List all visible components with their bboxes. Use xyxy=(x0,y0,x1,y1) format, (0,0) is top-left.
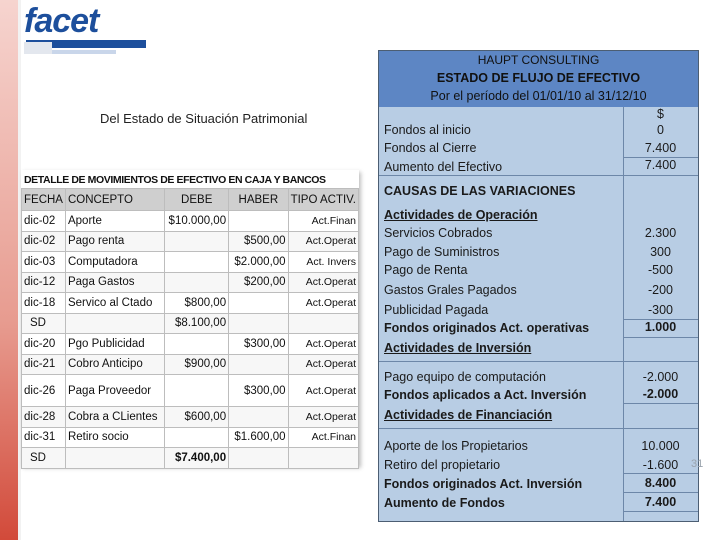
divider xyxy=(379,428,698,429)
servicios-label: Servicios Cobrados xyxy=(384,226,493,240)
cell-tipo: Act.Finan xyxy=(288,427,358,448)
header-debe: DEBE xyxy=(165,189,229,211)
cell-fecha: dic-18 xyxy=(22,293,66,314)
cell-fecha: dic-26 xyxy=(22,375,66,407)
header-concepto: CONCEPTO xyxy=(65,189,164,211)
renta-label: Pago de Renta xyxy=(384,263,468,277)
fondos-inicio-value: 0 xyxy=(657,123,664,137)
gastos-value: -200 xyxy=(647,283,674,297)
cell-fecha: SD xyxy=(22,313,66,334)
cell-haber: $300,00 xyxy=(229,334,288,355)
cell-tipo: Act.Operat xyxy=(288,354,358,375)
suministros-label: Pago de Suministros xyxy=(384,245,500,259)
cell-tipo: Act.Operat xyxy=(288,231,358,252)
cell-debe: $8.100,00 xyxy=(165,313,229,334)
divider xyxy=(623,511,698,512)
cell-tipo xyxy=(288,313,358,334)
left-decorative-strip xyxy=(0,0,18,540)
cell-haber xyxy=(229,211,288,232)
table-row xyxy=(22,231,359,252)
financiacion-heading: Actividades de Financiación xyxy=(384,408,553,422)
cell-debe xyxy=(165,231,229,252)
movements-detail-panel xyxy=(21,170,359,466)
cell-debe xyxy=(165,252,229,273)
retiro-label: Retiro del propietario xyxy=(384,458,501,472)
aumento-value: 7.400 xyxy=(644,158,677,172)
servicios-value: 2.300 xyxy=(644,226,677,240)
gastos-label: Gastos Grales Pagados xyxy=(384,283,517,297)
cell-concepto: Cobro Anticipo xyxy=(65,354,164,375)
subtotal-row xyxy=(22,313,359,334)
table-row xyxy=(22,334,359,355)
cell-concepto xyxy=(65,448,164,469)
header-tipo: TIPO ACTIV. xyxy=(288,189,358,211)
equipo-label: Pago equipo de computación xyxy=(384,370,546,384)
cell-concepto: Paga Proveedor xyxy=(65,375,164,407)
cell-fecha: dic-03 xyxy=(22,252,66,273)
cell-concepto: Computadora xyxy=(65,252,164,273)
orig-inversion-label: Fondos originados Act. Inversión xyxy=(384,477,583,491)
cell-haber: $200,00 xyxy=(229,272,288,293)
header-haber: HABER xyxy=(229,189,288,211)
aumento-fondos-label: Aumento de Fondos xyxy=(384,496,505,510)
cell-fecha: dic-20 xyxy=(22,334,66,355)
cell-tipo: Act.Finan xyxy=(288,211,358,232)
operacion-heading: Actividades de Operación xyxy=(384,208,538,222)
publicidad-label: Publicidad Pagada xyxy=(384,303,489,317)
publicidad-value: -300 xyxy=(647,303,674,317)
aporte-value: 10.000 xyxy=(641,439,680,453)
cell-debe xyxy=(165,334,229,355)
table-row xyxy=(22,272,359,293)
aumento-fondos-value: 7.400 xyxy=(644,495,677,509)
cell-tipo: Act. Invers xyxy=(288,252,358,273)
divider xyxy=(623,337,698,338)
statement-period: Por el período del 01/01/10 al 31/12/10 xyxy=(430,89,647,103)
cell-haber xyxy=(229,293,288,314)
statement-title: ESTADO DE FLUJO DE EFECTIVO xyxy=(436,71,641,85)
equipo-value: -2.000 xyxy=(642,370,679,384)
cell-haber: $2.000,00 xyxy=(229,252,288,273)
fondos-inicio-label: Fondos al inicio xyxy=(384,123,471,137)
cell-concepto: Aporte xyxy=(65,211,164,232)
cell-tipo: Act.Operat xyxy=(288,272,358,293)
cell-debe: $10.000,00 xyxy=(165,211,229,232)
page-number: 31 xyxy=(691,458,704,470)
divider xyxy=(379,175,698,176)
cell-haber: $500,00 xyxy=(229,231,288,252)
table-row xyxy=(22,375,359,407)
cell-haber: $300,00 xyxy=(229,375,288,407)
cell-concepto: Pgo Publicidad xyxy=(65,334,164,355)
divider xyxy=(379,361,698,362)
cell-haber xyxy=(229,313,288,334)
cell-fecha: dic-02 xyxy=(22,211,66,232)
cell-debe: $7.400,00 xyxy=(165,448,229,469)
cell-debe xyxy=(165,427,229,448)
aumento-label: Aumento del Efectivo xyxy=(384,160,503,174)
cash-flow-statement xyxy=(378,50,699,522)
cell-concepto: Pago renta xyxy=(65,231,164,252)
section-subtitle: Del Estado de Situación Patrimonial xyxy=(100,111,308,126)
cell-fecha: SD xyxy=(22,448,66,469)
renta-value: -500 xyxy=(647,263,674,277)
cell-haber xyxy=(229,448,288,469)
currency-symbol: $ xyxy=(657,107,664,121)
cell-debe: $600,00 xyxy=(165,407,229,428)
aplicados-value: -2.000 xyxy=(642,387,679,401)
cell-concepto: Cobra a CLientes xyxy=(65,407,164,428)
cell-debe: $900,00 xyxy=(165,354,229,375)
cell-fecha: dic-21 xyxy=(22,354,66,375)
retiro-value: -1.600 xyxy=(642,458,679,472)
aplicados-label: Fondos aplicados a Act. Inversión xyxy=(384,388,587,402)
divider xyxy=(623,473,698,474)
cell-fecha: dic-02 xyxy=(22,231,66,252)
cell-concepto: Paga Gastos xyxy=(65,272,164,293)
suministros-value: 300 xyxy=(650,245,671,259)
cell-tipo: Act.Operat xyxy=(288,293,358,314)
cell-fecha: dic-12 xyxy=(22,272,66,293)
table-header-row xyxy=(22,189,359,211)
causas-heading: CAUSAS DE LAS VARIACIONES xyxy=(384,184,576,198)
table-row xyxy=(22,354,359,375)
cell-concepto xyxy=(65,313,164,334)
movements-table xyxy=(21,188,359,469)
table-row xyxy=(22,252,359,273)
cell-tipo: Act.Operat xyxy=(288,407,358,428)
cell-tipo: Act.Operat xyxy=(288,334,358,355)
movements-title: DETALLE DE MOVIMIENTOS DE EFECTIVO EN CAJA Y BANCOS xyxy=(24,174,326,186)
orig-operativas-label: Fondos originados Act. operativas xyxy=(384,321,590,335)
cell-debe xyxy=(165,272,229,293)
cell-fecha: dic-31 xyxy=(22,427,66,448)
logo-wordmark: facet xyxy=(24,2,99,40)
statement-header xyxy=(379,51,698,107)
fondos-cierre-label: Fondos al Cierre xyxy=(384,141,477,155)
table-row xyxy=(22,293,359,314)
orig-operativas-value: 1.000 xyxy=(644,320,677,334)
cell-tipo xyxy=(288,448,358,469)
subtotal-row xyxy=(22,448,359,469)
divider xyxy=(623,492,698,493)
logo-tag xyxy=(24,42,52,54)
fondos-cierre-value: 7.400 xyxy=(644,141,677,155)
cell-fecha: dic-28 xyxy=(22,407,66,428)
divider xyxy=(623,403,698,404)
cell-concepto: Retiro socio xyxy=(65,427,164,448)
table-row xyxy=(22,211,359,232)
inversion-heading: Actividades de Inversión xyxy=(384,341,532,355)
orig-inversion-value: 8.400 xyxy=(644,476,677,490)
company-name: HAUPT CONSULTING xyxy=(477,53,600,67)
table-row xyxy=(22,427,359,448)
header-fecha: FECHA xyxy=(22,189,66,211)
aporte-label: Aporte de los Propietarios xyxy=(384,439,528,453)
cell-debe xyxy=(165,375,229,407)
cell-concepto: Servico al Ctado xyxy=(65,293,164,314)
cell-haber xyxy=(229,407,288,428)
table-row xyxy=(22,407,359,428)
cell-tipo: Act.Operat xyxy=(288,375,358,407)
cell-haber: $1.600,00 xyxy=(229,427,288,448)
cell-haber xyxy=(229,354,288,375)
cell-debe: $800,00 xyxy=(165,293,229,314)
